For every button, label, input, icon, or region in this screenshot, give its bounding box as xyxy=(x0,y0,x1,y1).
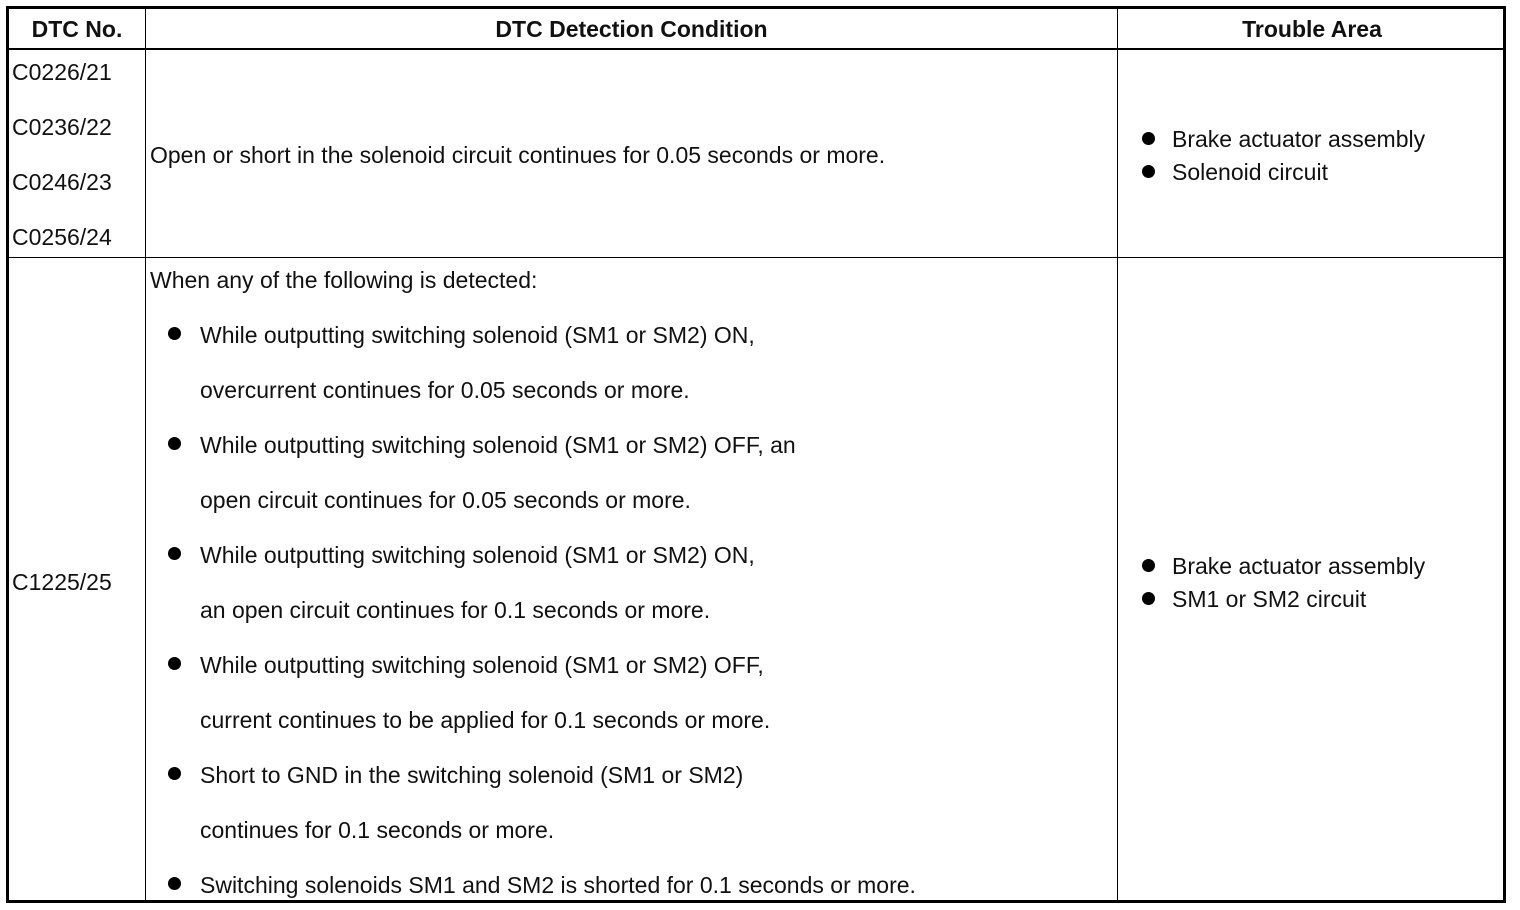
condition-item-line: Short to GND in the switching solenoid (SM1 or SM2) xyxy=(200,762,744,788)
bullet-icon xyxy=(168,327,181,340)
bullet-icon xyxy=(168,547,181,560)
condition-item-line: While outputting switching solenoid (SM1 or SM2) OFF, an xyxy=(200,432,796,458)
condition-item-line: an open circuit continues for 0.1 seconds or more. xyxy=(200,597,711,623)
column-divider xyxy=(1117,9,1118,900)
trouble-area-item: SM1 or SM2 circuit xyxy=(1172,586,1367,612)
condition-item-line: current continues to be applied for 0.1 seconds or more. xyxy=(200,707,771,733)
bullet-icon xyxy=(168,877,181,890)
dtc-code: C0226/21 xyxy=(12,59,112,85)
bullet-icon xyxy=(1142,592,1155,605)
condition-item-line: open circuit continues for 0.05 seconds or more. xyxy=(200,487,691,513)
header-condition: DTC Detection Condition xyxy=(495,16,768,42)
condition-item-line: overcurrent continues for 0.05 seconds or more. xyxy=(200,377,690,403)
row-divider xyxy=(9,257,1503,258)
condition-item-line: Switching solenoids SM1 and SM2 is shorted for 0.1 seconds or more. xyxy=(200,872,916,898)
header-trouble-area: Trouble Area xyxy=(1242,16,1382,42)
dtc-code: C0236/22 xyxy=(12,114,112,140)
bullet-icon xyxy=(168,437,181,450)
dtc-code: C0256/24 xyxy=(12,224,112,250)
trouble-area-item: Brake actuator assembly xyxy=(1172,553,1426,579)
bullet-icon xyxy=(1142,165,1155,178)
bullet-icon xyxy=(1142,132,1155,145)
condition-item-line: While outputting switching solenoid (SM1 or SM2) ON, xyxy=(200,322,755,348)
condition-item-line: While outputting switching solenoid (SM1 or SM2) ON, xyxy=(200,542,755,568)
bullet-icon xyxy=(168,767,181,780)
bullet-icon xyxy=(1142,559,1155,572)
condition-item-line: continues for 0.1 seconds or more. xyxy=(200,817,555,843)
trouble-area-item: Brake actuator assembly xyxy=(1172,126,1426,152)
bullet-icon xyxy=(168,657,181,670)
condition-item-line: While outputting switching solenoid (SM1 or SM2) OFF, xyxy=(200,652,764,678)
dtc-code: C0246/23 xyxy=(12,169,112,195)
dtc-table xyxy=(6,6,1506,903)
detection-condition-intro: When any of the following is detected: xyxy=(150,267,538,293)
column-divider xyxy=(145,9,146,900)
header-dtc-no: DTC No. xyxy=(31,16,123,42)
trouble-area-item: Solenoid circuit xyxy=(1172,159,1328,185)
detection-condition: Open or short in the solenoid circuit continues for 0.05 seconds or more. xyxy=(150,142,886,168)
dtc-code: C1225/25 xyxy=(12,569,112,595)
